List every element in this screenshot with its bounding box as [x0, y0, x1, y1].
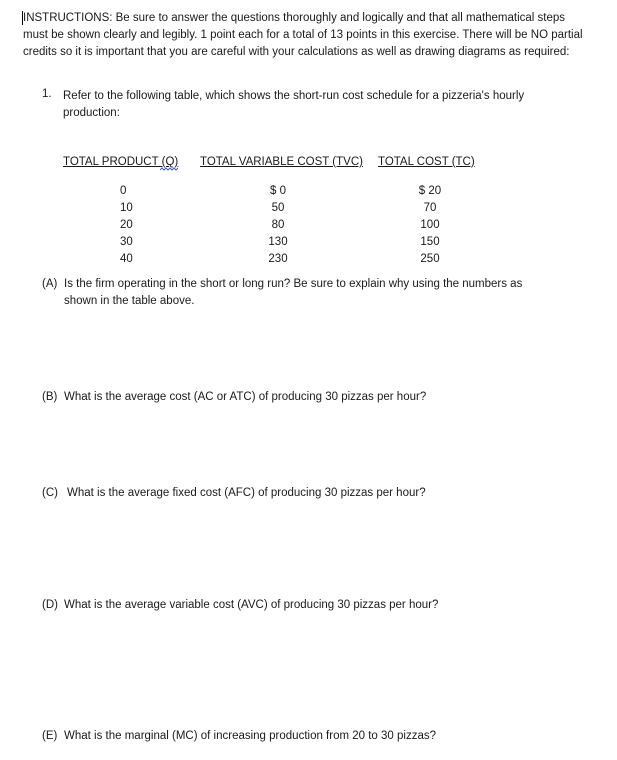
table-cell: 70: [423, 202, 437, 214]
part-a-text-line2: shown in the table above.: [64, 295, 195, 307]
question-text: Refer to the following table, which shows the short-run cost schedule for a pizzeria's hourly production:: [63, 90, 525, 119]
part-d-question: [42, 597, 438, 614]
table-cell: 250: [420, 253, 440, 265]
instructions-paragraph: INSTRUCTIONS: Be sure to answer the questions thoroughly and logically and that all mathematical steps must be shown clearly and legibly. 1 point each for a total of 13 points in this exercise. There will be NO partial credits so it is important that you are careful with your calculations as well as drawing diagrams as required:: [23, 12, 583, 58]
column-total-product: [120, 183, 133, 268]
table-cell: $ 20: [418, 185, 442, 197]
table-cell: 130: [268, 236, 288, 248]
part-c-question: [42, 485, 426, 502]
table-cell: 50: [271, 202, 285, 214]
column-total-cost: [410, 183, 450, 268]
table-cell: 0: [120, 185, 127, 197]
part-b-text: What is the average cost (AC or ATC) of producing 30 pizzas per hour?: [64, 391, 427, 403]
table-cell: 230: [268, 253, 288, 265]
header-total-variable-cost: TOTAL VARIABLE COST (TVC): [200, 156, 363, 168]
table-cell: 30: [120, 236, 133, 248]
part-e-label: (E): [42, 730, 58, 742]
table-cell: 20: [120, 219, 133, 231]
part-b-question: [42, 389, 426, 406]
part-d-text: What is the average variable cost (AVC) of producing 30 pizzas per hour?: [64, 599, 439, 611]
header-total-product: TOTAL PRODUCT (Q): [63, 156, 179, 168]
question-number: 1.: [42, 88, 52, 100]
table-cell: 150: [420, 236, 440, 248]
part-e-question: [42, 728, 436, 745]
part-d-label: (D): [42, 599, 58, 611]
part-a-text-line1: Is the firm operating in the short or long run? Be sure to explain why using the numbers as: [64, 278, 523, 290]
part-c-text: What is the average fixed cost (AFC) of producing 30 pizzas per hour?: [67, 487, 426, 499]
table-cell: 40: [120, 253, 133, 265]
part-b-label: (B): [42, 391, 58, 403]
column-total-variable-cost: [258, 183, 298, 268]
part-e-text: What is the marginal (MC) of increasing production from 20 to 30 pizzas?: [64, 730, 436, 742]
table-cell: $ 0: [270, 185, 286, 197]
table-cell: 80: [271, 219, 285, 231]
spellcheck-squiggle-icon: [160, 167, 178, 172]
table-cell: 10: [120, 202, 133, 214]
part-a-question: [42, 276, 552, 310]
table-cell: 100: [420, 219, 440, 231]
part-a-label: (A): [42, 278, 58, 290]
header-total-cost: TOTAL COST (TC): [378, 156, 475, 168]
part-c-label: (C): [42, 487, 58, 499]
